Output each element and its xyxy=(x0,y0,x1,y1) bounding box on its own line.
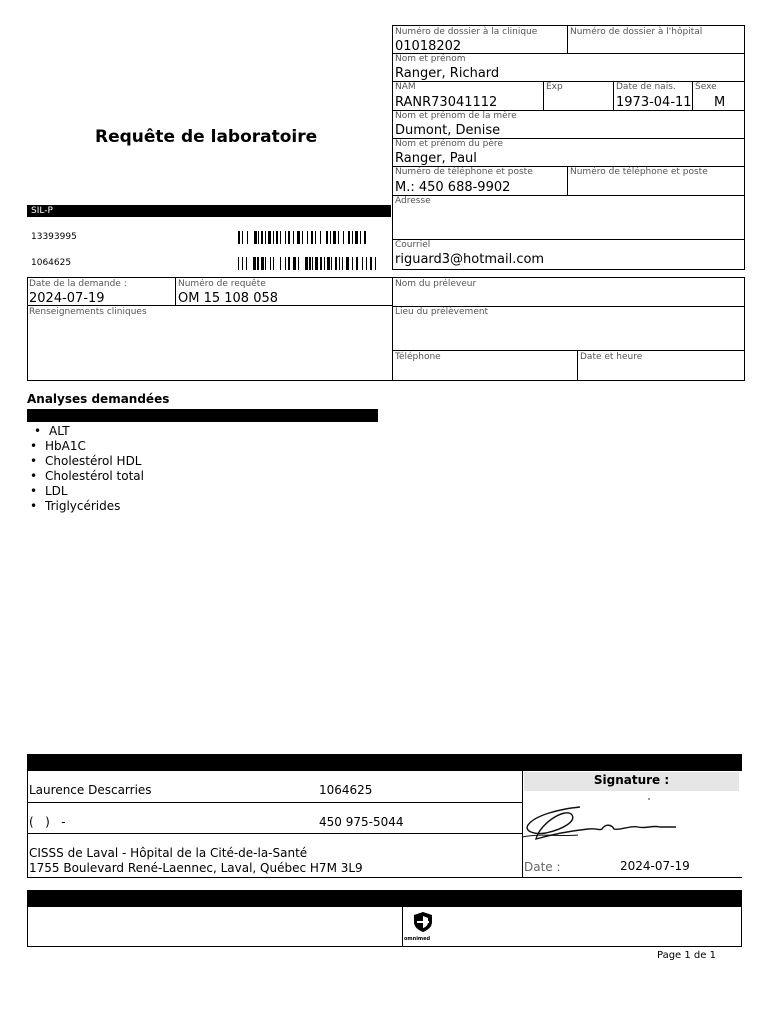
list-item: • HbA1C xyxy=(30,439,144,454)
sil-label: SIL-P xyxy=(31,206,53,216)
prescriber-address: 1755 Boulevard René-Laennec, Laval, Québec H7M 3L9 xyxy=(29,861,363,875)
email-label: Courriel xyxy=(395,240,431,250)
collection-phone-label: Téléphone xyxy=(395,352,441,362)
analyses-list xyxy=(30,424,144,514)
signature-image xyxy=(520,795,680,850)
request-info-box xyxy=(27,277,745,381)
mother-name: Dumont, Denise xyxy=(395,123,501,138)
collection-datetime-label: Date et heure xyxy=(580,352,643,362)
exp-label: Exp xyxy=(546,82,563,92)
id-number-1: 13393995 xyxy=(31,232,77,242)
signature-label: Signature : xyxy=(593,773,670,787)
address-label: Adresse xyxy=(395,196,431,206)
omnimed-logo-icon xyxy=(412,911,434,933)
email-value: riguard3@hotmail.com xyxy=(395,252,545,267)
nam-label: NAM xyxy=(395,82,416,92)
father-label: Nom et prénom du père xyxy=(395,139,503,149)
list-item: • Cholestérol HDL xyxy=(30,454,144,469)
request-number: OM 15 108 058 xyxy=(178,291,279,306)
prescriber-license: 1064625 xyxy=(319,783,373,797)
mother-label: Nom et prénom de la mère xyxy=(395,111,517,121)
prescriber-phone-left: ( ) - xyxy=(29,815,66,829)
dob-value: 1973-04-11 xyxy=(616,95,692,110)
list-item: • Cholestérol total xyxy=(30,469,144,484)
phone2-label: Numéro de téléphone et poste xyxy=(570,167,708,177)
signature-date: 2024-07-19 xyxy=(620,859,690,873)
phone1-label: Numéro de téléphone et poste xyxy=(395,167,533,177)
page-number: Page 1 de 1 xyxy=(657,950,716,961)
list-item: • Triglycérides xyxy=(30,499,144,514)
request-date-label: Date de la demande : xyxy=(29,279,127,289)
sex-label: Sexe xyxy=(695,82,717,92)
barcode-1 xyxy=(238,231,368,244)
sex-value: M xyxy=(714,95,726,110)
list-item: • LDL xyxy=(30,484,144,499)
omnimed-logo-text: omnimed xyxy=(404,936,431,942)
barcode-2 xyxy=(238,257,378,270)
analyses-bar xyxy=(27,409,378,422)
request-number-label: Numéro de requête xyxy=(178,279,266,289)
sil-bar xyxy=(27,205,391,217)
collection-location-label: Lieu du prélèvement xyxy=(395,307,489,317)
signature-date-label: Date : xyxy=(524,860,561,874)
page-title: Requête de laboratoire xyxy=(95,127,318,147)
prescriber-name: Laurence Descarries xyxy=(29,783,152,797)
father-name: Ranger, Paul xyxy=(395,151,477,166)
clinical-info-label: Renseignements cliniques xyxy=(29,307,147,317)
clinic-file-number: 01018202 xyxy=(395,39,462,54)
list-item: • ALT xyxy=(30,424,144,439)
request-date: 2024-07-19 xyxy=(29,291,105,306)
prescriber-phone: 450 975-5044 xyxy=(319,815,404,829)
dob-label: Date de nais. xyxy=(616,82,676,92)
nam-value: RANR73041112 xyxy=(395,95,498,110)
analyses-heading: Analyses demandées xyxy=(27,392,170,406)
patient-name: Ranger, Richard xyxy=(395,66,500,81)
hospital-file-label: Numéro de dossier à l'hôpital xyxy=(570,27,703,37)
phone1-value: M.: 450 688-9902 xyxy=(395,180,511,195)
footer-bar xyxy=(27,890,742,907)
clinic-file-label: Numéro de dossier à la clinique xyxy=(395,27,538,37)
collector-label: Nom du préleveur xyxy=(395,279,477,289)
footer-box xyxy=(27,907,742,947)
prescriber-institution: CISSS de Laval - Hôpital de la Cité-de-la-Santé xyxy=(29,846,308,860)
id-number-2: 1064625 xyxy=(31,258,72,268)
patient-name-label: Nom et prénom xyxy=(395,54,466,64)
prescriber-bar xyxy=(27,754,742,771)
